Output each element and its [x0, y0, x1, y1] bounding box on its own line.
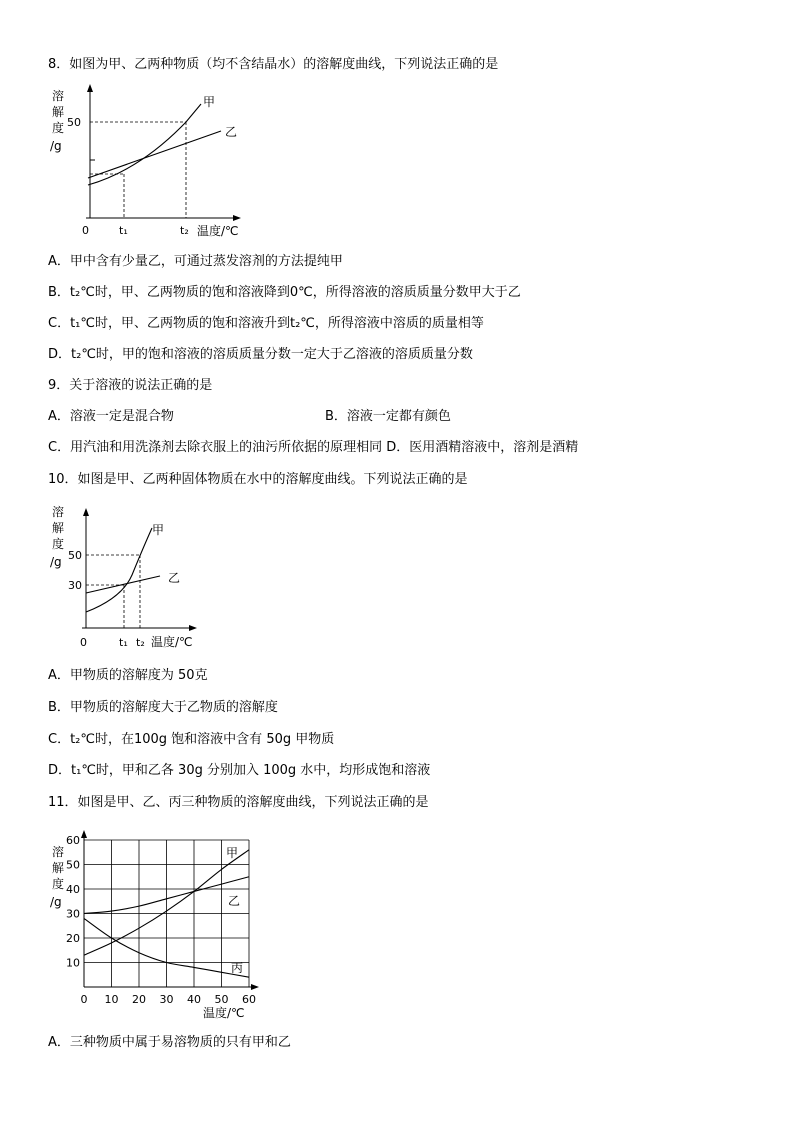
x-tick-label: 20 — [132, 993, 146, 1006]
series-jia-label: 甲 — [203, 95, 216, 109]
y-label-char: 度 — [52, 537, 65, 551]
q10-option-a: A．甲物质的溶解度为 50克 — [48, 668, 208, 683]
x-origin: 0 — [82, 224, 89, 237]
y-tick-50: 50 — [68, 549, 82, 562]
y-label-unit: /g — [50, 895, 62, 909]
y-tick-label: 10 — [66, 956, 80, 970]
y-label-char: 解 — [52, 105, 65, 119]
q10-option-d: D．t₁℃时，甲和乙各 30g 分别加入 100g 水中，均形成饱和溶液 — [48, 763, 431, 778]
q11-option-a: A．三种物质中属于易溶物质的只有甲和乙 — [48, 1035, 291, 1050]
y-label-unit: /g — [50, 139, 62, 153]
series-yi-label: 乙 — [225, 125, 238, 139]
question-11-stem: 11．如图是甲、乙、丙三种物质的溶解度曲线，下列说法正确的是 — [48, 795, 429, 810]
question-9-stem: 9．关于溶液的说法正确的是 — [48, 378, 213, 393]
x-tick-label: 10 — [104, 993, 119, 1006]
q8-option-b: B．t₂℃时，甲、乙两物质的饱和溶液降到0℃，所得溶液的溶质质量分数甲大于乙 — [48, 285, 521, 300]
x-tick-label: 60 — [242, 993, 256, 1006]
x-tick-t1: t₁ — [119, 636, 128, 649]
y-tick-label: 50 — [66, 858, 80, 872]
q10-option-c: C．t₂℃时，在100g 饱和溶液中含有 50g 甲物质 — [48, 732, 335, 747]
y-label-char: 解 — [52, 521, 65, 535]
series-bing-label: 丙 — [231, 961, 244, 975]
q9-option-b: B．溶液一定都有颜色 — [325, 409, 451, 424]
y-label-char: 度 — [52, 877, 65, 891]
series-jia-label: 甲 — [226, 846, 239, 860]
q9-option-a: A．溶液一定是混合物 — [48, 409, 174, 424]
q8-option-d: D．t₂℃时，甲的饱和溶液的溶质质量分数一定大于乙溶液的溶质质量分数 — [48, 347, 473, 362]
x-axis-label: 温度/℃ — [197, 224, 239, 238]
y-axis-arrow — [81, 830, 87, 838]
x-axis-label: 温度/℃ — [203, 1006, 245, 1020]
y-tick-30: 30 — [68, 579, 82, 592]
question-10-stem: 10．如图是甲、乙两种固体物质在水中的溶解度曲线。下列说法正确的是 — [48, 472, 468, 487]
y-tick-label: 30 — [66, 907, 80, 921]
q10-option-b: B．甲物质的溶解度大于乙物质的溶解度 — [48, 700, 278, 715]
x-tick-t2: t₂ — [180, 224, 189, 237]
x-tick-label: 30 — [159, 993, 174, 1006]
q8-option-a: A．甲中含有少量乙，可通过蒸发溶剂的方法提纯甲 — [48, 254, 343, 269]
question-8-stem: 8．如图为甲、乙两种物质（均不含结晶水）的溶解度曲线，下列说法正确的是 — [48, 57, 499, 72]
x-tick-t1: t₁ — [119, 224, 128, 237]
series-jia-label: 甲 — [152, 523, 165, 537]
x-tick-t2: t₂ — [136, 636, 145, 649]
q8-option-c: C．t₁℃时，甲、乙两物质的饱和溶液升到t₂℃，所得溶液中溶质的质量相等 — [48, 316, 484, 331]
series-yi-label: 乙 — [228, 894, 241, 908]
y-label-char: 溶 — [52, 845, 65, 859]
y-tick-label: 20 — [66, 932, 80, 945]
x-origin: 0 — [80, 636, 87, 649]
x-tick-label: 50 — [214, 993, 229, 1006]
x-tick-label: 0 — [80, 993, 88, 1006]
x-axis-label: 温度/℃ — [151, 635, 193, 649]
y-label-unit: /g — [50, 555, 62, 569]
y-tick-50: 50 — [67, 116, 81, 129]
y-label-char: 溶 — [52, 89, 65, 103]
q9-option-cd: C．用汽油和用洗涤剂去除衣服上的油污所依据的原理相同 D．医用酒精溶液中，溶剂是酒精 — [48, 440, 579, 455]
y-label-char: 度 — [52, 121, 65, 135]
y-tick-label: 60 — [66, 834, 80, 847]
series-yi-label: 乙 — [168, 571, 181, 585]
x-axis-arrow — [251, 984, 259, 990]
y-label-char: 解 — [52, 861, 65, 875]
y-tick-label: 40 — [66, 883, 80, 896]
y-label-char: 溶 — [52, 505, 65, 519]
x-tick-label: 40 — [187, 993, 201, 1006]
